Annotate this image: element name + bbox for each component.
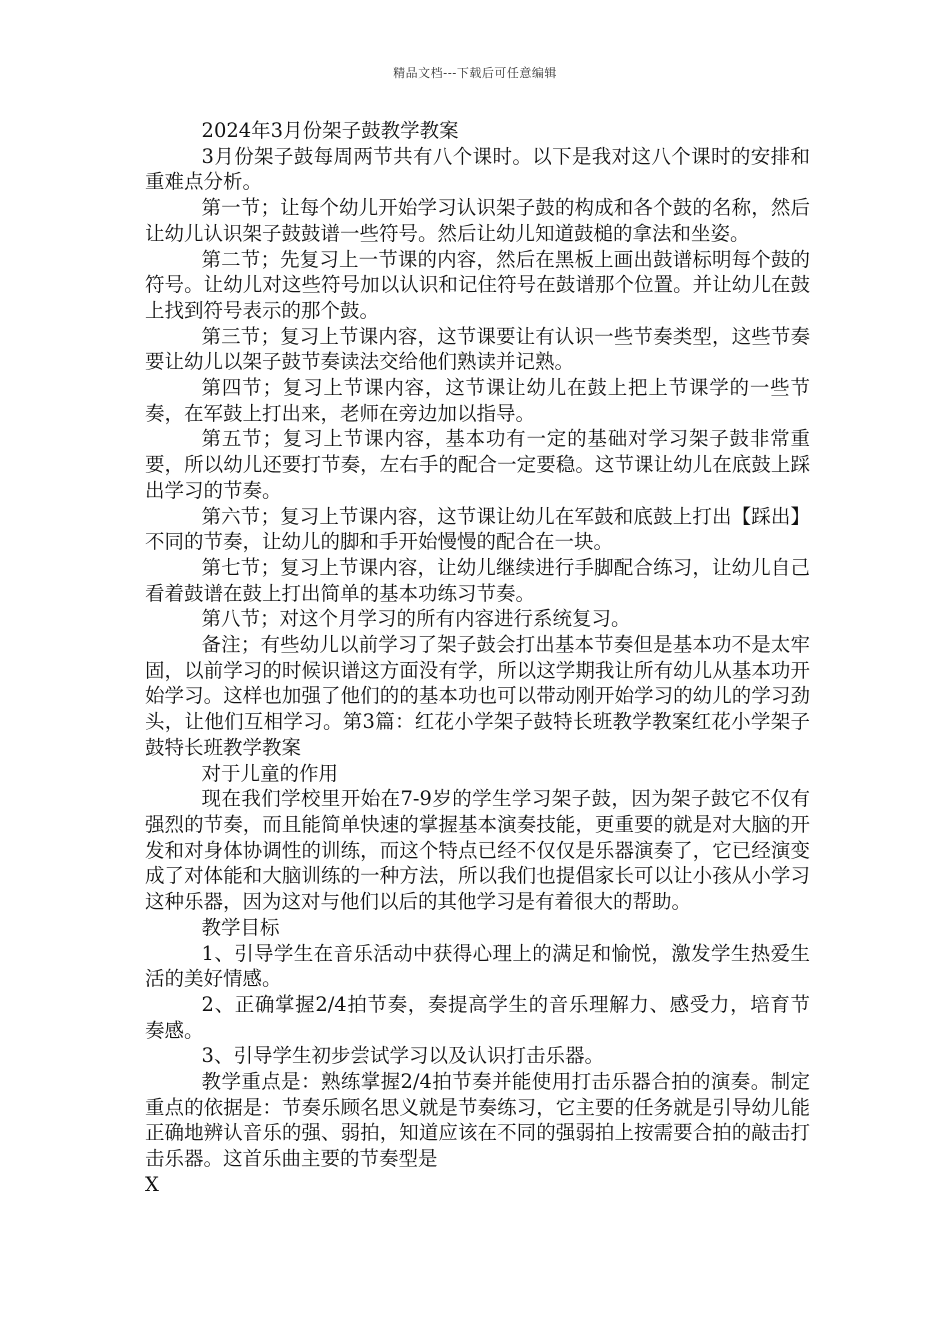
document-title: 2024年3月份架子鼓教学教案 xyxy=(201,119,459,142)
page-header: 精品文档---下载后可任意编辑 xyxy=(393,66,557,80)
section-heading-goals: 教学目标 xyxy=(201,915,280,939)
section-heading-effect: 对于儿童的作用 xyxy=(201,761,339,785)
paragraph-lesson-7: 第七节；复习上节课内容，让幼儿继续进行手脚配合练习，让幼儿自己看着鼓谱在鼓上打出简单的基本功练习节奏。 xyxy=(145,555,810,605)
paragraph-lesson-8: 第八节；对这个月学习的所有内容进行系统复习。 xyxy=(201,607,631,631)
paragraph-trailing: X xyxy=(145,1172,159,1196)
paragraph-lesson-5: 第五节；复习上节课内容，基本功有一定的基础对学习架子鼓非常重要，所以幼儿还要打节奏，左右手的配合一定要稳。这节课让幼儿在底鼓上踩出学习的节奏。 xyxy=(145,427,810,502)
paragraph-effect: 现在我们学校里开始在7-9岁的学生学习架子鼓，因为架子鼓它不仅有强烈的节奏，而且能简单快速的掌握基本演奏技能，更重要的就是对大脑的开发和对身体协调性的训练，而这个特点已经不仅仅是乐器演奏了，它已经演变成了对体能和大脑训练的一种方法，所以我们也提倡家长可以让小孩从小学习这种乐器，因为这对与他们以后的其他学习是有着很大的帮助。 xyxy=(145,787,810,914)
paragraph-lesson-2: 第二节；先复习上一节课的内容，然后在黑板上画出鼓谱标明每个鼓的符号。让幼儿对这些符号加以认识和记住符号在鼓谱那个位置。并让幼儿在鼓上找到符号表示的那个鼓。 xyxy=(145,247,810,322)
paragraph-note: 备注；有些幼儿以前学习了架子鼓会打出基本节奏但是基本功不是太牢固，以前学习的时候识谱这方面没有学，所以这学期我让所有幼儿从基本功开始学习。这样也加强了他们的的基本功也可以带动刚开始学习的幼儿的学习劲头，让他们互相学习。第3篇：红花小学架子鼓特长班教学教案红花小学架子鼓特长班教学教案 xyxy=(145,633,810,759)
document-body xyxy=(145,118,810,1198)
paragraph-goal-1: 1、引导学生在音乐活动中获得心理上的满足和愉悦，激发学生热爱生活的美好情感。 xyxy=(145,941,810,991)
paragraph-lesson-3: 第三节；复习上节课内容，这节课要让有认识一些节奏类型，这些节奏要让幼儿以架子鼓节奏读法交给他们熟读并记熟。 xyxy=(145,324,810,374)
paragraph-key-points: 教学重点是：熟练掌握2/4拍节奏并能使用打击乐器合拍的演奏。制定重点的依据是：节奏乐顾名思义就是节奏练习，它主要的任务就是引导幼儿能正确地辨认音乐的强、弱拍，知道应该在不同的强弱拍上按需要合拍的敲击打击乐器。这首乐曲主要的节奏型是 xyxy=(145,1070,810,1171)
paragraph-lesson-1: 第一节；让每个幼儿开始学习认识架子鼓的构成和各个鼓的名称，然后让幼儿认识架子鼓鼓谱一些符号。然后让幼儿知道鼓槌的拿法和坐姿。 xyxy=(145,196,810,245)
paragraph-lesson-4: 第四节；复习上节课内容，这节课让幼儿在鼓上把上节课学的一些节奏，在军鼓上打出来，老师在旁边加以指导。 xyxy=(145,376,810,425)
paragraph-intro: 3月份架子鼓每周两节共有八个课时。以下是我对这八个课时的安排和重难点分析。 xyxy=(145,144,810,194)
paragraph-lesson-6: 第六节；复习上节课内容，这节课让幼儿在军鼓和底鼓上打出【踩出】不同的节奏，让幼儿的脚和手开始慢慢的配合在一块。 xyxy=(145,504,810,554)
paragraph-goal-3: 3、引导学生初步尝试学习以及认识打击乐器。 xyxy=(201,1044,604,1068)
paragraph-goal-2: 2、正确掌握2/4拍节奏，奏提高学生的音乐理解力、感受力，培育节奏感。 xyxy=(145,992,810,1042)
